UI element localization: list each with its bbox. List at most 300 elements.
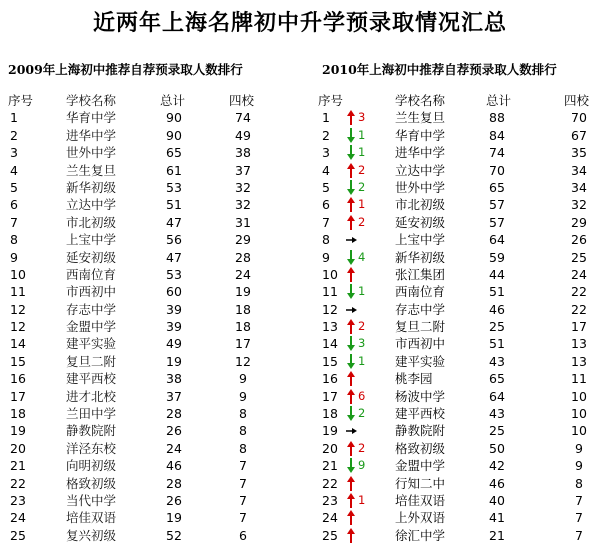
rank-cell: 11 <box>322 284 338 300</box>
table-2010-subtitle: 2010年上海初中推荐自荐预录取人数排行 <box>322 62 557 77</box>
table-row <box>300 509 600 526</box>
rank-change-cell: 1 <box>358 145 366 160</box>
table-row <box>0 144 300 161</box>
rank-cell: 5 <box>322 179 330 195</box>
arrow-down-icon <box>344 249 358 266</box>
four-schools-cell: 18 <box>235 301 251 317</box>
rank-change-cell: 1 <box>358 284 366 299</box>
school-name-cell: 洋泾东校 <box>66 440 117 456</box>
school-name-cell: 立达中学 <box>395 162 446 178</box>
school-name-cell: 当代中学 <box>66 492 117 508</box>
total-cell: 57 <box>489 197 505 213</box>
total-cell: 44 <box>489 266 505 282</box>
table-row <box>300 440 600 457</box>
total-cell: 37 <box>166 388 182 404</box>
ranking-table-2010 <box>300 92 600 544</box>
four-schools-cell: 7 <box>239 510 247 526</box>
four-schools-cell: 8 <box>575 475 583 491</box>
table-row <box>300 283 600 300</box>
total-cell: 40 <box>489 492 505 508</box>
total-cell: 38 <box>166 371 182 387</box>
table-row <box>300 162 600 179</box>
table-row <box>300 388 600 405</box>
four-schools-cell: 37 <box>235 162 251 178</box>
four-schools-cell: 22 <box>571 284 587 300</box>
total-cell: 88 <box>489 110 505 126</box>
school-name-cell: 市西初中 <box>66 284 117 300</box>
total-cell: 60 <box>166 284 182 300</box>
header-school: 学校名称 <box>395 93 446 108</box>
page-title: 近两年上海名牌初中升学预录取情况汇总 <box>92 10 507 36</box>
rank-cell: 21 <box>322 458 338 474</box>
rank-cell: 6 <box>10 197 18 213</box>
four-schools-cell: 9 <box>575 458 583 474</box>
four-schools-cell: 18 <box>235 319 251 335</box>
rank-cell: 7 <box>10 214 18 230</box>
school-name-cell: 延安初级 <box>66 249 117 265</box>
school-name-cell: 徐汇中学 <box>395 527 446 543</box>
total-cell: 70 <box>489 162 505 178</box>
school-name-cell: 静教院附 <box>395 423 446 439</box>
table-row <box>0 179 300 196</box>
rank-cell: 16 <box>322 371 338 387</box>
arrow-up-icon <box>344 475 358 492</box>
table-row <box>300 422 600 439</box>
table-row <box>0 231 300 248</box>
school-name-cell: 格致初级 <box>395 440 446 456</box>
table-header-row <box>300 92 600 109</box>
school-name-cell: 西南位育 <box>66 266 117 282</box>
table-row <box>0 196 300 213</box>
four-schools-cell: 25 <box>571 249 587 265</box>
rank-cell: 19 <box>10 423 26 439</box>
rank-cell: 1 <box>322 110 330 126</box>
table-row <box>300 109 600 126</box>
four-schools-cell: 7 <box>575 510 583 526</box>
arrow-right-icon <box>344 422 358 439</box>
four-schools-cell: 32 <box>235 197 251 213</box>
total-cell: 47 <box>166 214 182 230</box>
total-cell: 90 <box>166 110 182 126</box>
table-row <box>300 144 600 161</box>
table-row <box>0 214 300 231</box>
table-row <box>0 109 300 126</box>
rank-change-cell: 6 <box>358 388 366 403</box>
rank-cell: 12 <box>322 301 338 317</box>
four-schools-cell: 29 <box>235 232 251 248</box>
total-cell: 65 <box>489 371 505 387</box>
table-row <box>0 388 300 405</box>
rank-change-cell: 9 <box>358 458 366 473</box>
table-row <box>0 318 300 335</box>
school-name-cell: 存志中学 <box>66 301 117 317</box>
rank-cell: 21 <box>10 458 26 474</box>
four-schools-cell: 28 <box>235 249 251 265</box>
school-name-cell: 桃李园 <box>395 371 433 387</box>
table-row <box>300 179 600 196</box>
school-name-cell: 金盟中学 <box>395 458 446 474</box>
arrow-up-icon <box>344 196 358 213</box>
school-name-cell: 新华初级 <box>395 249 446 265</box>
table-row <box>300 127 600 144</box>
rank-change-cell: 2 <box>358 214 366 229</box>
four-schools-cell: 7 <box>575 492 583 508</box>
school-name-cell: 上宝中学 <box>395 232 446 248</box>
table-row <box>300 249 600 266</box>
rank-cell: 8 <box>10 232 18 248</box>
total-cell: 28 <box>166 475 182 491</box>
rank-cell: 13 <box>322 319 338 335</box>
four-schools-cell: 9 <box>239 388 247 404</box>
arrow-right-icon <box>344 231 358 248</box>
table-row <box>0 475 300 492</box>
total-cell: 26 <box>166 423 182 439</box>
total-cell: 56 <box>166 232 182 248</box>
table-row <box>300 492 600 509</box>
total-cell: 64 <box>489 388 505 404</box>
school-name-cell: 建平西校 <box>395 406 446 422</box>
arrow-down-icon <box>344 179 358 196</box>
school-name-cell: 存志中学 <box>395 301 446 317</box>
table-row <box>300 353 600 370</box>
table-row <box>0 492 300 509</box>
school-name-cell: 行知二中 <box>395 475 446 491</box>
arrow-down-icon <box>344 335 358 352</box>
table-row <box>300 196 600 213</box>
school-name-cell: 复兴初级 <box>66 527 117 543</box>
arrow-up-icon <box>344 318 358 335</box>
school-name-cell: 建平西校 <box>66 371 117 387</box>
four-schools-cell: 17 <box>235 336 251 352</box>
table-row <box>300 318 600 335</box>
rank-cell: 4 <box>10 162 18 178</box>
four-schools-cell: 8 <box>239 423 247 439</box>
rank-cell: 10 <box>322 266 338 282</box>
table-row <box>0 266 300 283</box>
total-cell: 65 <box>489 179 505 195</box>
header-total: 总计 <box>160 93 186 108</box>
total-cell: 47 <box>166 249 182 265</box>
school-name-cell: 建平实验 <box>395 353 446 369</box>
arrow-down-icon <box>344 457 358 474</box>
total-cell: 65 <box>166 145 182 161</box>
rank-cell: 18 <box>322 406 338 422</box>
school-name-cell: 兰生复旦 <box>395 110 446 126</box>
table-row <box>300 475 600 492</box>
rank-change-cell: 2 <box>358 440 366 455</box>
total-cell: 51 <box>489 284 505 300</box>
four-schools-cell: 19 <box>235 284 251 300</box>
arrow-right-icon <box>344 301 358 318</box>
school-name-cell: 静教院附 <box>66 423 117 439</box>
school-name-cell: 杨波中学 <box>395 388 446 404</box>
table-row <box>0 422 300 439</box>
rank-cell: 17 <box>322 388 338 404</box>
table-2009-subtitle: 2009年上海初中推荐自荐预录取人数排行 <box>8 62 243 77</box>
rank-cell: 9 <box>10 249 18 265</box>
rank-cell: 18 <box>10 406 26 422</box>
table-row <box>300 266 600 283</box>
school-name-cell: 新华初级 <box>66 179 117 195</box>
ranking-table-2009 <box>0 92 300 544</box>
school-name-cell: 世外中学 <box>66 145 117 161</box>
total-cell: 25 <box>489 423 505 439</box>
total-cell: 19 <box>166 353 182 369</box>
total-cell: 46 <box>166 458 182 474</box>
rank-change-cell: 2 <box>358 406 366 421</box>
school-name-cell: 进华中学 <box>66 127 117 143</box>
rank-cell: 14 <box>322 336 338 352</box>
school-name-cell: 张江集团 <box>395 266 446 282</box>
table-row <box>300 457 600 474</box>
total-cell: 51 <box>166 197 182 213</box>
school-name-cell: 市西初中 <box>395 336 446 352</box>
table-row <box>0 283 300 300</box>
total-cell: 26 <box>166 492 182 508</box>
four-schools-cell: 38 <box>235 145 251 161</box>
rank-cell: 24 <box>10 510 26 526</box>
header-rank: 序号 <box>318 93 344 108</box>
school-name-cell: 西南位育 <box>395 284 446 300</box>
rank-cell: 3 <box>322 145 330 161</box>
total-cell: 41 <box>489 510 505 526</box>
school-name-cell: 格致初级 <box>66 475 117 491</box>
four-schools-cell: 34 <box>571 179 587 195</box>
arrow-up-icon <box>344 214 358 231</box>
four-schools-cell: 24 <box>571 266 587 282</box>
table-row <box>300 370 600 387</box>
four-schools-cell: 8 <box>239 406 247 422</box>
four-schools-cell: 7 <box>239 475 247 491</box>
total-cell: 46 <box>489 475 505 491</box>
table-row <box>300 527 600 544</box>
table-row <box>0 509 300 526</box>
total-cell: 61 <box>166 162 182 178</box>
arrow-up-icon <box>344 266 358 283</box>
total-cell: 42 <box>489 458 505 474</box>
four-schools-cell: 29 <box>571 214 587 230</box>
school-name-cell: 向明初级 <box>66 458 117 474</box>
school-name-cell: 市北初级 <box>395 197 446 213</box>
rank-cell: 10 <box>10 266 26 282</box>
total-cell: 28 <box>166 406 182 422</box>
rank-cell: 11 <box>10 284 26 300</box>
four-schools-cell: 11 <box>571 371 587 387</box>
four-schools-cell: 17 <box>571 319 587 335</box>
total-cell: 24 <box>166 440 182 456</box>
four-schools-cell: 7 <box>575 527 583 543</box>
table-row <box>300 335 600 352</box>
school-name-cell: 进才北校 <box>66 388 117 404</box>
rank-cell: 20 <box>10 440 26 456</box>
arrow-up-icon <box>344 492 358 509</box>
school-name-cell: 进华中学 <box>395 145 446 161</box>
four-schools-cell: 35 <box>571 145 587 161</box>
arrow-down-icon <box>344 353 358 370</box>
table-row <box>0 162 300 179</box>
four-schools-cell: 26 <box>571 232 587 248</box>
four-schools-cell: 9 <box>239 371 247 387</box>
four-schools-cell: 10 <box>571 388 587 404</box>
school-name-cell: 兰田中学 <box>66 406 117 422</box>
total-cell: 51 <box>489 336 505 352</box>
four-schools-cell: 31 <box>235 214 251 230</box>
table-row <box>300 231 600 248</box>
header-total: 总计 <box>486 93 512 108</box>
school-name-cell: 复旦二附 <box>66 353 117 369</box>
total-cell: 39 <box>166 319 182 335</box>
total-cell: 21 <box>489 527 505 543</box>
rank-cell: 14 <box>10 336 26 352</box>
table-row <box>0 353 300 370</box>
arrow-up-icon <box>344 109 358 126</box>
header-four: 四校 <box>229 93 255 108</box>
four-schools-cell: 10 <box>571 423 587 439</box>
arrow-up-icon <box>344 440 358 457</box>
rank-cell: 3 <box>10 145 18 161</box>
rank-cell: 22 <box>322 475 338 491</box>
four-schools-cell: 34 <box>571 162 587 178</box>
arrow-up-icon <box>344 527 358 544</box>
rank-change-cell: 2 <box>358 179 366 194</box>
four-schools-cell: 67 <box>571 127 587 143</box>
rank-cell: 4 <box>322 162 330 178</box>
four-schools-cell: 12 <box>235 353 251 369</box>
school-name-cell: 培佳双语 <box>395 492 446 508</box>
table-row <box>0 527 300 544</box>
total-cell: 43 <box>489 353 505 369</box>
school-name-cell: 兰生复旦 <box>66 162 117 178</box>
table-row <box>0 301 300 318</box>
total-cell: 46 <box>489 301 505 317</box>
rank-cell: 12 <box>10 301 26 317</box>
total-cell: 90 <box>166 127 182 143</box>
total-cell: 74 <box>489 145 505 161</box>
rank-cell: 23 <box>322 492 338 508</box>
rank-cell: 20 <box>322 440 338 456</box>
four-schools-cell: 8 <box>239 440 247 456</box>
table-row <box>300 405 600 422</box>
rank-cell: 1 <box>10 110 18 126</box>
four-schools-cell: 32 <box>571 197 587 213</box>
rank-cell: 5 <box>10 179 18 195</box>
table-row <box>0 127 300 144</box>
rank-cell: 8 <box>322 232 330 248</box>
four-schools-cell: 22 <box>571 301 587 317</box>
total-cell: 25 <box>489 319 505 335</box>
rank-cell: 19 <box>322 423 338 439</box>
rank-change-cell: 1 <box>358 492 366 507</box>
school-name-cell: 上宝中学 <box>66 232 117 248</box>
table-row <box>0 405 300 422</box>
four-schools-cell: 9 <box>575 440 583 456</box>
four-schools-cell: 13 <box>571 336 587 352</box>
four-schools-cell: 13 <box>571 353 587 369</box>
rank-cell: 6 <box>322 197 330 213</box>
table-row <box>0 249 300 266</box>
four-schools-cell: 6 <box>239 527 247 543</box>
school-name-cell: 复旦二附 <box>395 319 446 335</box>
table-row <box>300 301 600 318</box>
rank-cell: 23 <box>10 492 26 508</box>
rank-cell: 25 <box>322 527 338 543</box>
arrow-up-icon <box>344 370 358 387</box>
school-name-cell: 上外双语 <box>395 510 446 526</box>
rank-cell: 2 <box>10 127 18 143</box>
arrow-down-icon <box>344 405 358 422</box>
rank-cell: 12 <box>10 319 26 335</box>
table-header-row <box>0 92 300 109</box>
total-cell: 53 <box>166 266 182 282</box>
rank-cell: 25 <box>10 527 26 543</box>
four-schools-cell: 70 <box>571 110 587 126</box>
rank-change-cell: 1 <box>358 197 366 212</box>
four-schools-cell: 10 <box>571 406 587 422</box>
school-name-cell: 华育中学 <box>395 127 446 143</box>
total-cell: 53 <box>166 179 182 195</box>
total-cell: 64 <box>489 232 505 248</box>
four-schools-cell: 49 <box>235 127 251 143</box>
table-row <box>0 440 300 457</box>
school-name-cell: 延安初级 <box>395 214 446 230</box>
header-rank: 序号 <box>8 93 34 108</box>
total-cell: 57 <box>489 214 505 230</box>
header-four: 四校 <box>564 93 590 108</box>
rank-change-cell: 1 <box>358 127 366 142</box>
rank-change-cell: 3 <box>358 110 366 125</box>
total-cell: 49 <box>166 336 182 352</box>
rank-change-cell: 2 <box>358 319 366 334</box>
rank-cell: 16 <box>10 371 26 387</box>
table-row <box>0 370 300 387</box>
rank-change-cell: 4 <box>358 249 366 264</box>
table-row <box>0 457 300 474</box>
arrow-up-icon <box>344 388 358 405</box>
arrow-up-icon <box>344 509 358 526</box>
arrow-up-icon <box>344 162 358 179</box>
school-name-cell: 建平实验 <box>66 336 117 352</box>
rank-cell: 2 <box>322 127 330 143</box>
four-schools-cell: 74 <box>235 110 251 126</box>
rank-cell: 7 <box>322 214 330 230</box>
rank-change-cell: 2 <box>358 162 366 177</box>
rank-cell: 9 <box>322 249 330 265</box>
table-row <box>300 214 600 231</box>
rank-cell: 17 <box>10 388 26 404</box>
school-name-cell: 立达中学 <box>66 197 117 213</box>
total-cell: 52 <box>166 527 182 543</box>
total-cell: 59 <box>489 249 505 265</box>
school-name-cell: 市北初级 <box>66 214 117 230</box>
total-cell: 39 <box>166 301 182 317</box>
total-cell: 43 <box>489 406 505 422</box>
school-name-cell: 金盟中学 <box>66 319 117 335</box>
arrow-down-icon <box>344 127 358 144</box>
four-schools-cell: 32 <box>235 179 251 195</box>
arrow-down-icon <box>344 283 358 300</box>
header-school: 学校名称 <box>66 93 117 108</box>
total-cell: 50 <box>489 440 505 456</box>
rank-cell: 15 <box>322 353 338 369</box>
rank-cell: 15 <box>10 353 26 369</box>
total-cell: 19 <box>166 510 182 526</box>
table-row <box>0 335 300 352</box>
arrow-down-icon <box>344 144 358 161</box>
total-cell: 84 <box>489 127 505 143</box>
rank-cell: 22 <box>10 475 26 491</box>
four-schools-cell: 7 <box>239 492 247 508</box>
rank-change-cell: 3 <box>358 336 366 351</box>
